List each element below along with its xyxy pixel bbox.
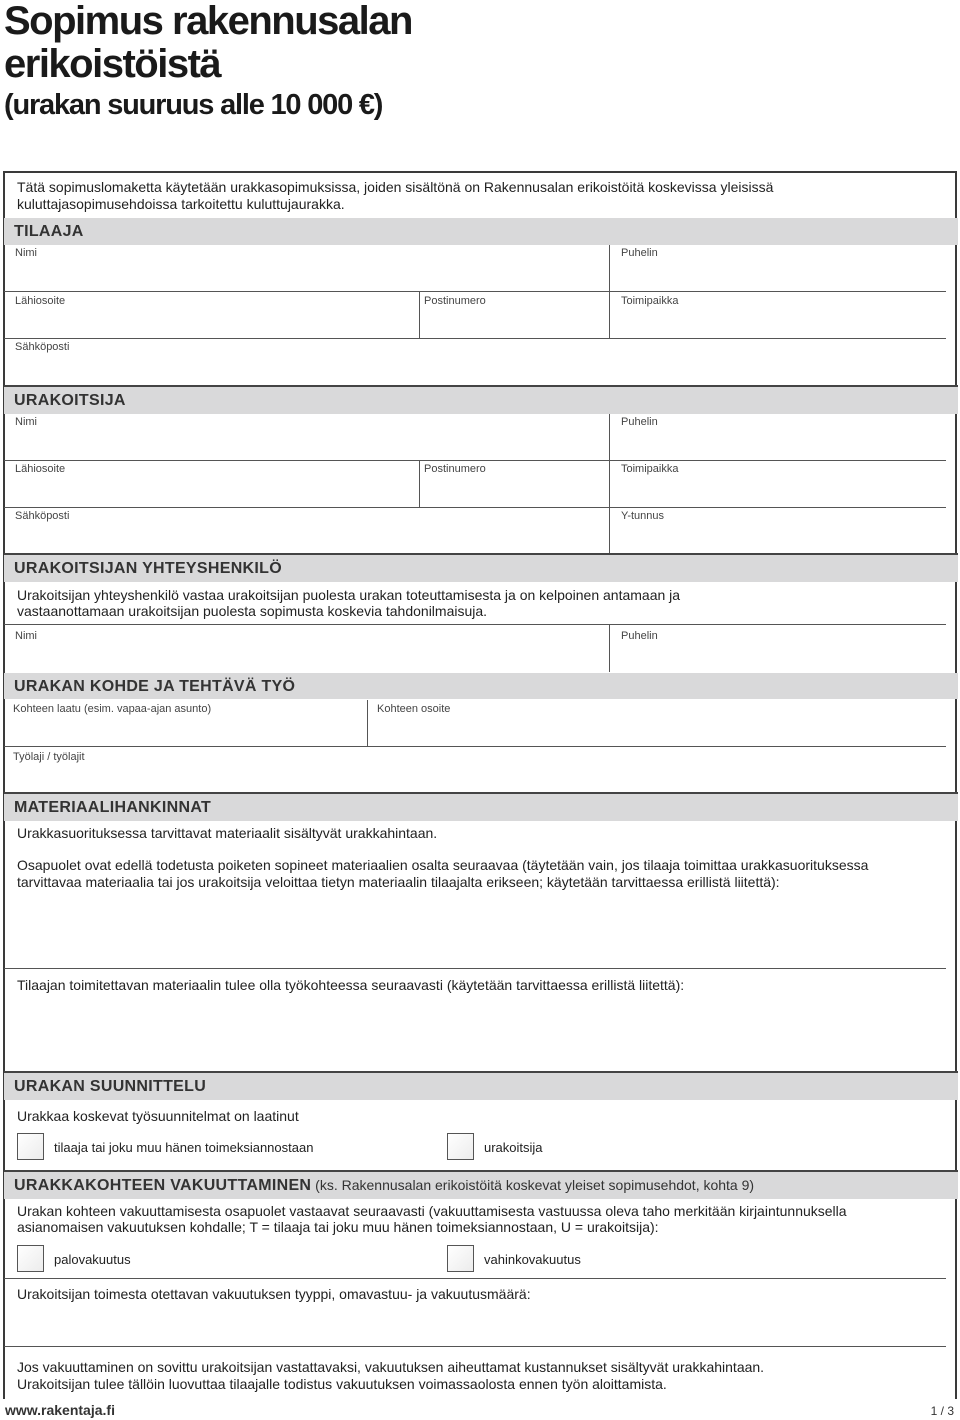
work-types-label: Työlaji / työlajit [13,751,85,763]
divider [609,245,610,292]
field-line [4,746,946,747]
fire-insurance-checkbox[interactable] [17,1245,44,1272]
tilaaja-address-label: Lähiosoite [15,295,66,307]
client-materials-text: Tilaajan toimitettavan materiaalin tulee olla työkohteessa seuraavasti (käytetään tarvittaessa erillistä liitettä): [17,977,685,993]
insurance-certificate-text: Urakoitsijan tulee tällöin luovuttaa tilaajalle todistus vakuutuksen voimassaolosta ennen työn aloittamista. [17,1376,667,1392]
divider [367,700,368,747]
tilaaja-city-label: Toimipaikka [621,295,679,307]
urakoitsija-city-label: Toimipaikka [621,463,679,475]
section-header-insurance [4,1172,958,1199]
intro-text-line1: Tätä sopimuslomaketta käytetään urakkasopimuksissa, joiden sisältönä on Rakennusalan erikoistöitä koskevissa yleisissä [17,179,774,195]
section-header-contact-person [4,555,958,582]
section-header-materials [4,794,958,821]
tilaaja-phone-label: Puhelin [621,247,658,259]
urakoitsija-email-label: Sähköposti [15,510,70,522]
urakoitsija-address-label: Lähiosoite [15,463,66,475]
planning-client-label: tilaaja tai joku muu hänen toimeksiannostaan [54,1140,314,1155]
fire-insurance-label: palovakuutus [54,1252,131,1267]
section-title-urakoitsija: URAKOITSIJA [14,392,126,409]
contact-person-text-line2: vastaanottamaan urakoitsijan puolesta sopimusta koskevia tahdonilmaisuja. [17,603,488,619]
footer-page-number: 1 / 3 [930,1404,954,1418]
divider [609,625,610,672]
field-line [4,1278,946,1279]
insurance-text-line1: Urakan kohteen vakuuttamisesta osapuolet vastaavat seuraavasti (vakuuttamisesta vastuussa oleva taho merkitään kirjaintunnuksella [17,1203,847,1219]
tilaaja-email-label: Sähköposti [15,341,70,353]
divider [609,508,610,554]
section-title-site: URAKAN KOHDE JA TEHTÄVÄ TYÖ [14,678,296,695]
divider [609,292,610,339]
insurance-heading-reference: (ks. Rakennusalan erikoistöitä koskevat yleiset sopimusehdot, kohta 9) [311,1177,755,1193]
insurance-text-line2: asianomaisen vakuutuksen kohdalle; T = tilaaja tai joku muu hänen toimeksiannostaan, U = urakoitsija): [17,1219,659,1235]
section-title-materials: MATERIAALIHANKINNAT [14,799,212,816]
section-title-contact-person: URAKOITSIJAN YHTEYSHENKILÖ [14,560,282,577]
field-line [4,624,946,625]
planning-contractor-checkbox[interactable] [447,1133,474,1160]
contact-person-text-line1: Urakoitsijan yhteyshenkilö vastaa urakoitsijan puolesta urakan toteuttamisesta ja on kelpoinen antamaan ja [17,587,681,603]
materials-text: Urakkasuorituksessa tarvittavat materiaalit sisältyvät urakkahintaan. [17,825,438,841]
field-line [4,338,946,339]
field-line [4,507,946,508]
damage-insurance-label: vahinkovakuutus [484,1252,581,1267]
site-address-label: Kohteen osoite [377,703,451,715]
intro-text-line2: kuluttajasopimusehdoissa tarkoitettu kuluttujaurakka. [17,196,345,212]
contact-person-name-label: Nimi [15,630,37,642]
materials-agreement-text-line2: tarvittavaa materiaalia tai jos urakoitsija veloittaa tietyn materiaalin tilaajalta erikseen; käytetään tarvittaessa erillistä liitettä): [17,874,780,890]
document-title-line2: erikoistöistä [4,42,221,86]
divider [419,292,420,339]
section-header-planning [4,1073,958,1100]
planning-text: Urakkaa koskevat työsuunnitelmat on laatinut [17,1108,299,1124]
contact-person-phone-label: Puhelin [621,630,658,642]
insurance-heading: URAKKAKOHTEEN VAKUUTTAMINEN [14,1177,312,1194]
tilaaja-postcode-label: Postinumero [424,295,486,307]
document-title-line1: Sopimus rakennusalan [4,0,412,43]
section-header-urakoitsija [4,387,958,414]
materials-agreement-text-line1: Osapuolet ovat edellä todetusta poiketen sopineet materiaalien osalta seuraavaa (täytetään vain, jos tilaaja toimittaa urakkasuorituksessa [17,857,869,873]
planning-client-checkbox[interactable] [17,1133,44,1160]
divider [419,461,420,508]
urakoitsija-postcode-label: Postinumero [424,463,486,475]
divider [609,461,610,508]
document-subtitle: (urakan suuruus alle 10 000 €) [4,89,383,121]
urakoitsija-name-label: Nimi [15,416,37,428]
field-line [4,291,946,292]
urakoitsija-phone-label: Puhelin [621,416,658,428]
planning-contractor-label: urakoitsija [484,1140,543,1155]
damage-insurance-checkbox[interactable] [447,1245,474,1272]
section-title-planning: URAKAN SUUNNITTELU [14,1078,207,1095]
insurance-cost-text: Jos vakuuttaminen on sovittu urakoitsijan vastattavaksi, vakuutuksen aiheuttamat kustannukset sisältyvät urakkahintaan. [17,1359,765,1375]
field-line [4,968,946,969]
tilaaja-name-label: Nimi [15,247,37,259]
section-header-tilaaja [4,218,958,245]
divider [609,414,610,461]
insurance-details-text: Urakoitsijan toimesta otettavan vakuutuksen tyyppi, omavastuu- ja vakuutusmäärä: [17,1286,531,1302]
section-header-site [4,673,958,699]
site-type-label: Kohteen laatu (esim. vapaa-ajan asunto) [13,703,212,715]
section-title-insurance [14,1177,754,1195]
section-title-tilaaja: TILAAJA [14,223,84,240]
field-line [4,1346,946,1347]
footer-website: www.rakentaja.fi [5,1402,115,1418]
field-line [4,460,946,461]
urakoitsija-business-id-label: Y-tunnus [621,510,665,522]
